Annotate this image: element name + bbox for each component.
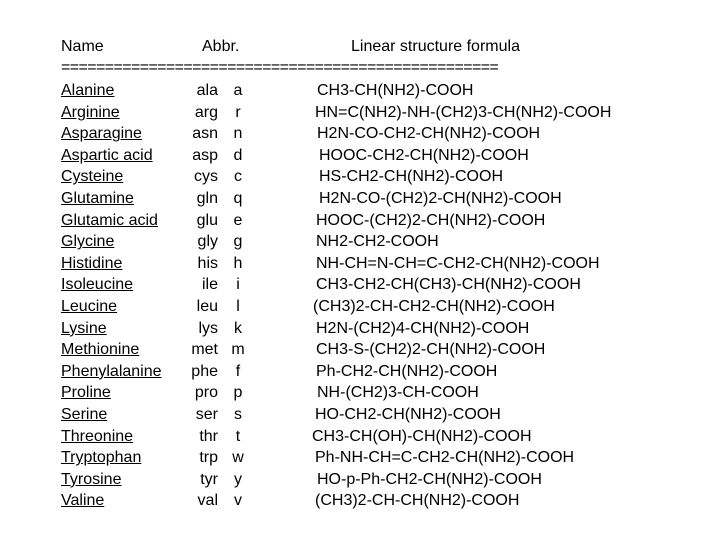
amino-acid-letter: e — [233, 211, 243, 229]
amino-acid-name-link[interactable]: Valine — [61, 492, 105, 510]
amino-acid-formula: CH3-CH2-CH(CH3)-CH(NH2)-COOH — [316, 276, 581, 294]
amino-acid-formula: HO-CH2-CH(NH2)-COOH — [315, 405, 501, 423]
amino-acid-formula: NH-(CH2)3-CH-COOH — [317, 384, 479, 402]
amino-acid-name-link[interactable]: Cysteine — [61, 168, 124, 186]
amino-acid-abbr: pro — [194, 384, 218, 402]
amino-acid-letter: i — [236, 276, 240, 294]
amino-acid-formula: NH2-CH2-COOH — [316, 233, 439, 251]
amino-acid-formula: H2N-CO-CH2-CH(NH2)-COOH — [317, 125, 541, 143]
table-row — [0, 449, 720, 471]
table-row — [0, 341, 720, 363]
amino-acid-formula: CH3-CH(OH)-CH(NH2)-COOH — [312, 427, 532, 445]
table-row — [0, 471, 720, 493]
amino-acid-formula: HOOC-CH2-CH(NH2)-COOH — [319, 146, 529, 164]
amino-acid-letter: p — [233, 384, 243, 402]
table-row — [0, 233, 720, 255]
amino-acid-letter: c — [234, 168, 242, 186]
amino-acid-name-link[interactable]: Alanine — [61, 82, 115, 99]
amino-acid-abbr: lys — [198, 319, 218, 337]
header-formula: Linear structure formula — [351, 38, 520, 55]
amino-acid-letter: q — [233, 189, 243, 207]
amino-acid-abbr: leu — [196, 297, 218, 315]
amino-acid-name-link[interactable]: Lysine — [61, 319, 107, 337]
amino-acid-name-link[interactable]: Histidine — [61, 254, 123, 272]
amino-acid-abbr: asp — [192, 146, 218, 164]
amino-acid-abbr: phe — [191, 362, 218, 380]
table-row — [0, 363, 720, 385]
amino-acid-formula: CH3-CH(NH2)-COOH — [317, 82, 474, 99]
amino-acid-abbr: thr — [199, 427, 218, 445]
amino-acid-formula: NH-CH=N-CH=C-CH2-CH(NH2)-COOH — [316, 254, 600, 272]
amino-acid-letter: f — [235, 362, 241, 380]
amino-acid-abbr: his — [197, 254, 218, 272]
table-row — [0, 492, 720, 514]
amino-acid-abbr: tyr — [200, 470, 218, 488]
table-row — [0, 190, 720, 212]
amino-acid-name-link[interactable]: Glutamic acid — [61, 211, 158, 229]
amino-acid-name-link[interactable]: Tryptophan — [61, 449, 142, 467]
amino-acid-name-link[interactable]: Serine — [61, 405, 108, 423]
amino-acid-formula: CH3-S-(CH2)2-CH(NH2)-COOH — [316, 341, 546, 359]
amino-acid-letter: m — [231, 341, 245, 359]
amino-acid-abbr: asn — [192, 125, 218, 143]
table-row — [0, 125, 720, 147]
amino-acid-abbr: cys — [194, 168, 218, 186]
amino-acid-letter: v — [234, 492, 242, 510]
amino-acid-letter: r — [235, 103, 241, 121]
amino-acid-formula: HS-CH2-CH(NH2)-COOH — [319, 168, 503, 186]
amino-acid-abbr: ser — [195, 405, 218, 423]
amino-acid-letter: h — [233, 254, 243, 272]
amino-acid-letter: n — [233, 125, 243, 143]
amino-acid-formula: (CH3)2-CH-CH(NH2)-COOH — [315, 492, 520, 510]
amino-acid-formula: HOOC-(CH2)2-CH(NH2)-COOH — [316, 211, 546, 229]
table-row — [0, 82, 720, 104]
table-row — [0, 384, 720, 406]
amino-acid-abbr: gln — [196, 189, 218, 207]
amino-acid-letter: l — [236, 297, 240, 315]
table-row — [0, 428, 720, 450]
amino-acid-name-link[interactable]: Glycine — [61, 233, 115, 251]
table-row — [0, 276, 720, 298]
amino-acid-name-link[interactable]: Proline — [61, 384, 111, 402]
amino-acid-name-link[interactable]: Asparagine — [61, 125, 142, 143]
amino-acid-abbr: met — [191, 341, 218, 359]
amino-acid-letter: t — [235, 427, 241, 445]
table-row — [0, 255, 720, 277]
amino-acid-rows — [0, 82, 720, 514]
amino-acid-letter: w — [232, 449, 244, 467]
amino-acid-name-link[interactable]: Tyrosine — [61, 470, 122, 488]
amino-acid-name-link[interactable]: Phenylalanine — [61, 362, 162, 380]
amino-acid-letter: g — [233, 233, 243, 251]
table-row — [0, 320, 720, 342]
amino-acid-formula: Ph-CH2-CH(NH2)-COOH — [316, 362, 498, 380]
table-row — [0, 298, 720, 320]
amino-acid-letter: y — [234, 470, 242, 488]
table-row — [0, 147, 720, 169]
table-row — [0, 212, 720, 234]
amino-acid-letter: s — [234, 405, 242, 423]
amino-acid-name-link[interactable]: Aspartic acid — [61, 146, 153, 164]
table-row — [0, 168, 720, 190]
amino-acid-abbr: glu — [196, 211, 218, 229]
amino-acid-abbr: ile — [201, 276, 218, 294]
amino-acid-name-link[interactable]: Glutamine — [61, 189, 134, 207]
amino-acid-name-link[interactable]: Threonine — [61, 427, 134, 445]
amino-acid-name-link[interactable]: Arginine — [61, 103, 120, 121]
table-row — [0, 104, 720, 126]
amino-acid-formula: HN=C(NH2)-NH-(CH2)3-CH(NH2)-COOH — [315, 103, 612, 121]
amino-acid-name-link[interactable]: Leucine — [61, 297, 118, 315]
amino-acid-abbr: arg — [194, 103, 218, 121]
amino-acid-formula: Ph-NH-CH=C-CH2-CH(NH2)-COOH — [315, 449, 575, 467]
amino-acid-formula: H2N-CO-(CH2)2-CH(NH2)-COOH — [319, 189, 562, 207]
amino-acid-letter: a — [233, 82, 243, 99]
amino-acid-abbr: trp — [199, 449, 218, 467]
header-abbr: Abbr. — [202, 38, 240, 55]
amino-acid-name-link[interactable]: Methionine — [61, 341, 140, 359]
amino-acid-abbr: ala — [196, 82, 218, 99]
amino-acid-abbr: val — [197, 492, 218, 510]
amino-acid-formula: H2N-(CH2)4-CH(NH2)-COOH — [316, 319, 530, 337]
amino-acid-abbr: gly — [197, 233, 218, 251]
amino-acid-letter: d — [233, 146, 243, 164]
amino-acid-name-link[interactable]: Isoleucine — [61, 276, 134, 294]
amino-acid-formula: (CH3)2-CH-CH2-CH(NH2)-COOH — [313, 297, 555, 315]
amino-acid-letter: k — [234, 319, 242, 337]
table-row — [0, 406, 720, 428]
header-separator: ================================================== — [61, 59, 499, 76]
amino-acid-formula: HO-p-Ph-CH2-CH(NH2)-COOH — [317, 470, 542, 488]
header-name: Name — [61, 38, 104, 55]
